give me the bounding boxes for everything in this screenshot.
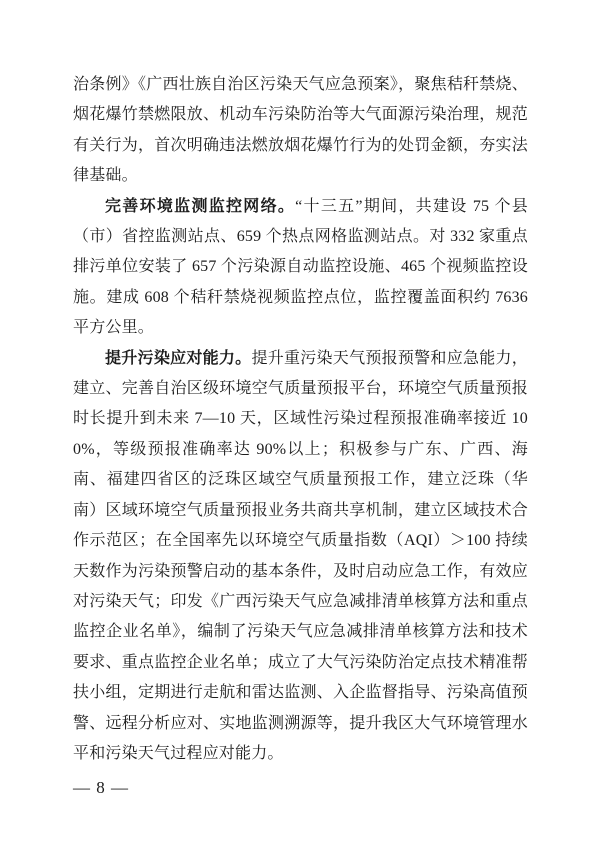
paragraph-lead-bold: 提升污染应对能力。: [105, 349, 252, 367]
paragraph-text: “十三五”期间，共建设 75 个县（市）省控监测站点、659 个热点网格监测站点。对 332 家重点排污单位安装了 657 个污染源自动监控设施、465 个视频监控设施。建成 608 个秸秆禁烧视频监控点位，监控覆盖面积约 7636 平方公里。: [73, 197, 529, 337]
paragraph-text: 治条例》《广西壮族自治区污染天气应急预案》，聚焦秸秆禁烧、烟花爆竹禁燃限放、机动车污染防治等大气面源污染治理，规范有关行为，首次明确违法燃放烟花爆竹行为的处罚金额，夯实法律基础。: [73, 76, 528, 185]
paragraph-monitoring-network: [73, 192, 528, 344]
paragraph-pollution-response: [73, 344, 528, 770]
page-number: — 8 —: [73, 778, 129, 797]
document-body: [73, 70, 528, 769]
paragraph-text: 提升重污染天气预报预警和应急能力，建立、完善自治区级环境空气质量预报平台，环境空气质量预报时长提升到未来 7—10 天，区域性污染过程预报准确率接近 100%，等级预报准确率达 90%以上；积极参与广东、广西、海南、福建四省区的泛珠区域空气质量预报工作，建立泛珠（华南）区域环境空气质量预报业务共商共享机制，建立区域技术合作示范区；在全国率先以环境空气质量指数（AQI）＞100 持续天数作为污染预警启动的基本条件，及时启动应急工作，有效应对污染天气；印发《广西污染天气应急减排清单核算方法和重点监控企业名单》，编制了污染天气应急减排清单核算方法和技术要求、重点监控企业名单；成立了大气污染防治定点技术精准帮扶小组，定期进行走航和雷达监测、入企监督指导、污染高值预警、远程分析应对、实地监测溯源等，提升我区大气环境管理水平和污染天气过程应对能力。: [73, 349, 528, 762]
paragraph-continuation: [73, 70, 528, 192]
paragraph-lead-bold: 完善环境监测监控网络。: [105, 197, 296, 215]
